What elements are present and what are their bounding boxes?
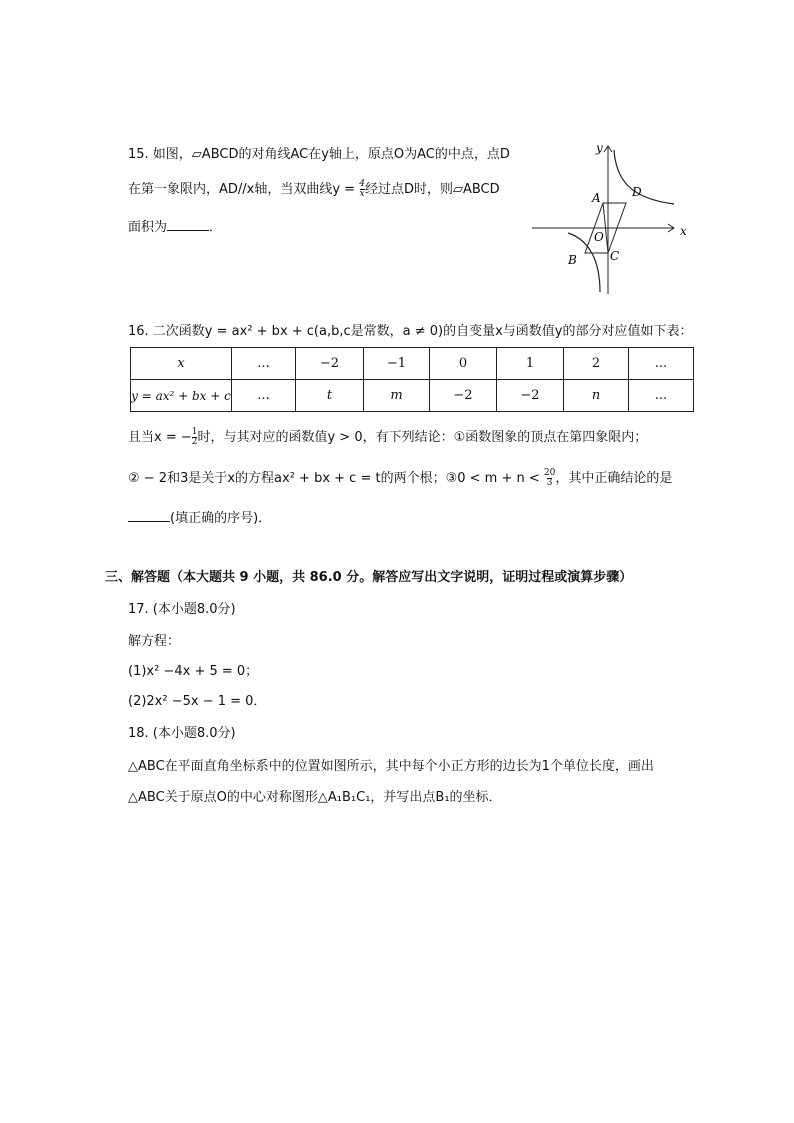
q15-fraction-denominator: x: [359, 189, 365, 199]
table-cell: −1: [364, 348, 430, 380]
q15-answer-blank: [167, 216, 209, 231]
table-cell: −2: [430, 380, 497, 412]
q17-equation-1: (1)x² −4x + 5 = 0；: [128, 664, 259, 679]
table-cell: m: [364, 380, 430, 412]
q15-line-3: [128, 216, 222, 238]
table-cell: n: [564, 380, 629, 412]
table-cell: y = ax² + bx + c: [131, 380, 232, 412]
table-cell: x: [131, 348, 232, 380]
q15-fraction-numerator: 4: [359, 179, 365, 189]
q16-answer-text: (填正确的序号)．: [170, 511, 272, 526]
q16-answer-blank: [128, 507, 170, 522]
q16-conclusions-fraction: [544, 469, 555, 488]
label-a: A: [592, 191, 601, 205]
q15-line-1: 15. 如图，▱ABCD的对角线AC在y轴上，原点O为AC的中点，点D: [128, 147, 510, 162]
fraction-numerator: 20: [543, 468, 556, 478]
label-y: y: [596, 141, 603, 155]
table-row-y: [131, 380, 694, 412]
label-x: x: [680, 224, 687, 238]
label-b: B: [568, 253, 577, 267]
q15-line-3-text: 面积为: [128, 220, 168, 235]
q16-condition-start: 且当x = −: [128, 430, 192, 445]
table-cell: t: [296, 380, 364, 412]
q16-condition: [128, 428, 647, 448]
table-cell: −2: [296, 348, 364, 380]
table-cell: ...: [629, 348, 694, 380]
table-cell: 1: [497, 348, 564, 380]
q16-conclusions: [128, 469, 672, 489]
q16-condition-end: 时，与其对应的函数值y > 0，有下列结论：①函数图象的顶点在第四象限内；: [197, 430, 648, 445]
fraction-numerator: 1: [191, 427, 198, 437]
table-cell: ...: [629, 380, 694, 412]
q15-figure: [528, 138, 694, 298]
q18-heading: 18. (本小题8.0分): [128, 726, 236, 741]
q15-line-2-start: 在第一象限内，AD//x轴，当双曲线y =: [128, 182, 360, 197]
q16-conclusions-start: ② − 2和3是关于x的方程ax² + bx + c = t的两个根；③0 < m + n <: [128, 471, 544, 486]
fraction-denominator: 3: [546, 478, 553, 488]
q15-line-3-end: ．: [209, 220, 223, 235]
q17-heading: 17. (本小题8.0分): [128, 602, 236, 617]
section-3-title: 三、解答题（本大题共 9 小题，共 86.0 分。解答应写出文字说明，证明过程或演算步骤）: [105, 570, 633, 585]
table-cell: ...: [232, 380, 296, 412]
q16-answer-line: [128, 507, 271, 529]
q18-line-2: △ABC关于原点O的中心对称图形△A₁B₁C₁，并写出点B₁的坐标．: [128, 790, 502, 805]
q18-line-1: △ABC在平面直角坐标系中的位置如图所示，其中每个小正方形的边长为1个单位长度，画出: [128, 759, 654, 774]
label-c: C: [610, 249, 620, 263]
label-d: D: [632, 185, 642, 199]
q15-line-2-end: 经过点D时，则▱ABCD: [364, 182, 500, 197]
fraction-denominator: 2: [191, 437, 198, 447]
table-cell: 2: [564, 348, 629, 380]
q17-prompt: 解方程：: [128, 634, 181, 649]
table-cell: −2: [497, 380, 564, 412]
label-o: O: [594, 230, 604, 244]
table-row-x: [131, 348, 694, 380]
table-cell: 0: [430, 348, 497, 380]
q16-intro: 16. 二次函数y = ax² + bx + c(a,b,c是常数，a ≠ 0)的自变量x与函数值y的部分对应值如下表：: [128, 324, 693, 339]
hyperbola-branch-1: [614, 150, 674, 204]
q16-conclusions-end: ，其中正确结论的是: [555, 471, 673, 486]
q15-line-2: [128, 180, 500, 200]
table-cell: ...: [232, 348, 296, 380]
q16-value-table: [130, 347, 694, 412]
q17-equation-2: (2)2x² −5x − 1 = 0．: [128, 694, 267, 709]
